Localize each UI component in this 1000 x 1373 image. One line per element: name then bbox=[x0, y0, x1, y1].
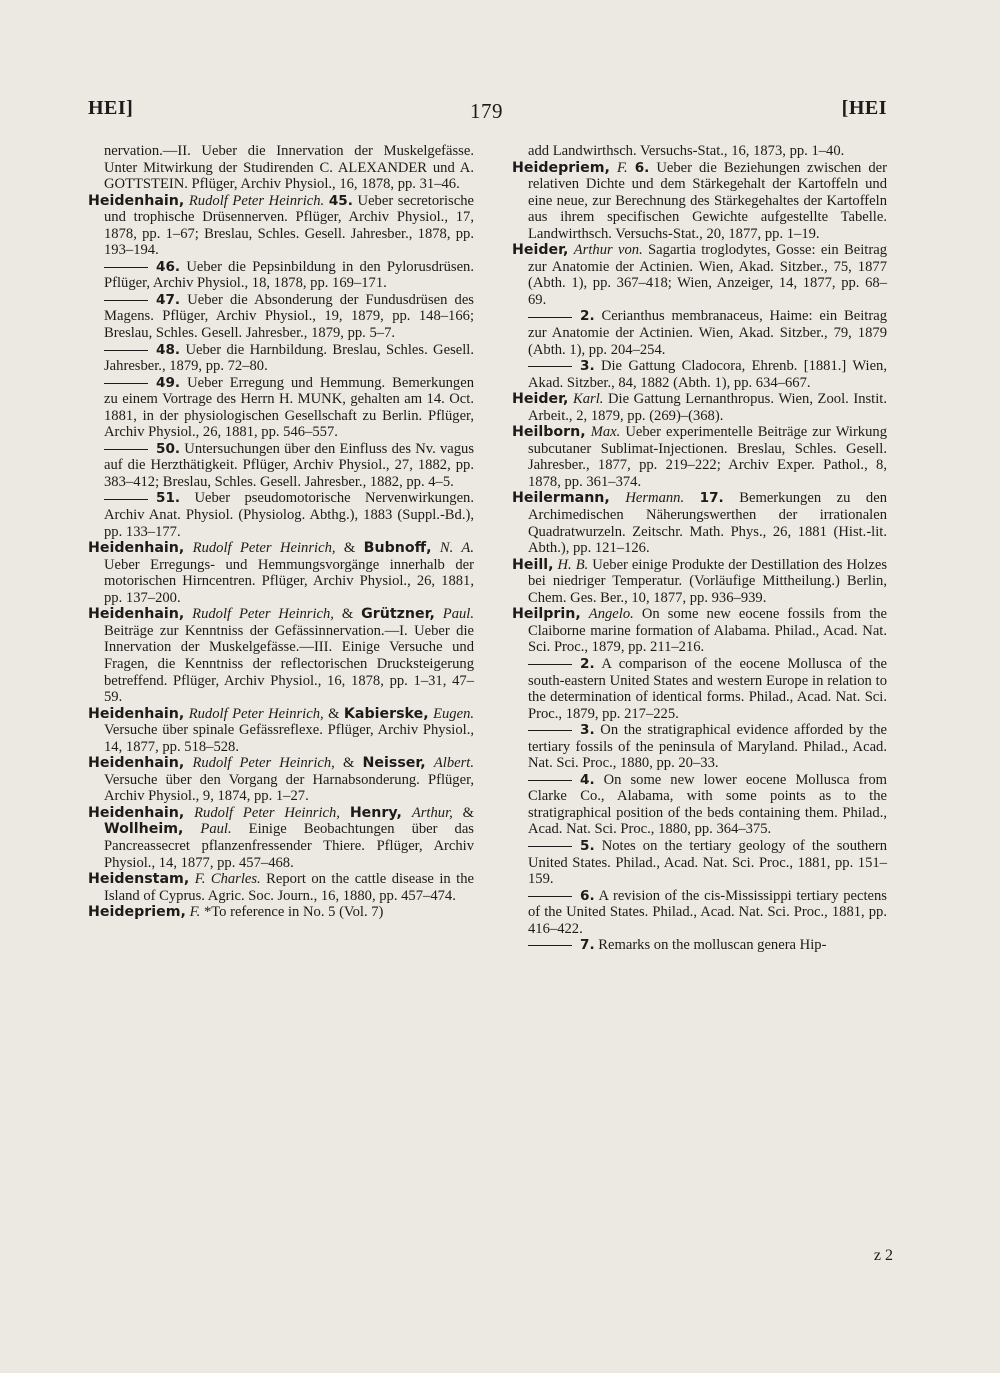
bibliography-subentry bbox=[512, 722, 887, 772]
bibliography-subentry bbox=[512, 358, 887, 391]
author-given-name: Karl. bbox=[573, 391, 604, 408]
coauthor-name: Henry, bbox=[349, 804, 402, 821]
coauthor-joiner: & bbox=[334, 755, 363, 772]
entry-text: Sagartia troglodytes, Gosse: ein Beitrag zur Anatomie der Actinien. Wien, Akad. Sitzber., 75, 1877 (Abth. 1), pp. 367–418; Wien, Anzeiger, 14, 1877, pp. 68–69. bbox=[528, 242, 887, 308]
entry-text: On some new lower eocene Mollusca from Clarke Co., Alabama, with some points as to the stratigraphical position of the beds containing them. Philad., Acad. Nat. Sci. Proc., 1880, pp. 364–375. bbox=[528, 771, 887, 838]
entry-text: A comparison of the eocene Mollusca of the south-eastern United States and western Europe in relation to the determination of identical forms. Philad., Acad. Nat. Sci. Proc., 1879, pp. 217–225. bbox=[528, 655, 887, 722]
bibliography-entry bbox=[88, 755, 474, 805]
bibliography-subentry bbox=[512, 888, 887, 938]
author-name: Heilborn, bbox=[512, 424, 586, 441]
entry-text: Ueber Erregung und Hemmung. Bemerkungen zu einem Vortrage des Herrn H. MUNK, gehalten am 14. Oct. 1881, in der physiologischen Gesellschaft zu Berlin. Pflüger, Archiv Physiol., 26, 1881, pp. 546–557. bbox=[104, 374, 474, 441]
ditto-dash bbox=[104, 300, 148, 301]
bibliography-entry bbox=[512, 490, 887, 556]
bibliography-entry bbox=[88, 540, 474, 606]
entry-text: Remarks on the molluscan genera Hip- bbox=[594, 937, 827, 954]
entry-number: 46. bbox=[156, 258, 181, 275]
continued-entry bbox=[512, 143, 887, 160]
author-name: Heidenstam, bbox=[88, 871, 190, 888]
entry-text: *To reference in No. 5 (Vol. 7) bbox=[200, 904, 384, 921]
bibliography-subentry bbox=[88, 490, 474, 540]
entry-text: Die Gattung Lernanthropus. Wien, Zool. Instit. Arbeit., 2, 1879, pp. (269)–(368). bbox=[528, 391, 887, 424]
ditto-dash bbox=[528, 317, 572, 318]
coauthor-joiner: & bbox=[333, 606, 362, 623]
entry-text: Bemerkungen zu den Archimedischen Näherungswerthen der irrationalen Quadratwurzeln. Zeitschr. Math. Phys., 26, 1881 (Hist.-lit. Abth.), pp. 121–126. bbox=[528, 490, 888, 557]
bibliography-subentry bbox=[512, 772, 887, 838]
page-number: 179 bbox=[470, 99, 503, 123]
author-given-name: Rudolf Peter Heinrich, bbox=[194, 804, 340, 821]
entry-number: 6. bbox=[580, 887, 595, 904]
coauthor-given-name: Arthur, bbox=[411, 804, 453, 821]
entry-number: 3. bbox=[580, 722, 595, 739]
bibliography-subentry bbox=[512, 937, 887, 954]
bibliography-entry bbox=[512, 606, 887, 656]
entry-number: 5. bbox=[580, 837, 595, 854]
entry-number: 3. bbox=[580, 358, 595, 375]
entry-text: Ueber einige Produkte der Destillation des Holzes bei niedriger Temperatur. (Vorläufige Mittheilung.) Berlin, Chem. Ges. Ber., 10, 1877, pp. 936–939. bbox=[528, 556, 887, 606]
ditto-dash bbox=[528, 945, 572, 946]
author-name: Heill, bbox=[512, 556, 554, 573]
right-column bbox=[512, 143, 887, 954]
entry-text: Ueber secretorische und trophische Drüsennerven. Pflüger, Archiv Physiol., 17, 1878, pp. 1–67; Breslau, Schles. Gesell. Jahresber., 1878, pp. 193–194. bbox=[104, 192, 474, 259]
entry-number: 51. bbox=[156, 490, 181, 507]
coauthor-joiner bbox=[340, 805, 350, 821]
ditto-dash bbox=[104, 350, 148, 351]
author-given-name: Rudolf Peter Heinrich, bbox=[192, 606, 334, 623]
author-name: Heidepriem, bbox=[88, 904, 186, 921]
bibliography-subentry bbox=[88, 292, 474, 342]
bibliography-entry bbox=[88, 871, 474, 904]
entry-text: Ueber die Harnbildung. Breslau, Schles. Gesell. Jahresber., 1879, pp. 72–80. bbox=[104, 341, 474, 375]
entry-text: Ueber die Beziehungen zwischen der relativen Dichte und dem Stärkegehalt der Kartoffeln und eine neue, zur Berechnung des Stärkegehaltes der Kartoffeln aus ihrem specifischen Gewichte aufgestellte Tabelle. Landwirthsch. Versuchs-Stat., 20, 1877, pp. 1–19. bbox=[528, 159, 888, 242]
author-given-name: Hermann. bbox=[625, 490, 685, 507]
author-name: Heidenhain, bbox=[88, 192, 185, 209]
entry-text: add Landwirthsch. Versuchs-Stat., 16, 1873, pp. 1–40. bbox=[528, 143, 845, 159]
entry-text: Ueber experimentelle Beiträge zur Wirkung subcutaner Sublimat-Injectionen. Breslau, Schles. Gesell. Jahresber., 1877, pp. 219–222; Archiv Exper. Pathol., 8, 1878, pp. 361–374. bbox=[528, 424, 887, 490]
bibliography-subentry bbox=[512, 308, 887, 358]
author-given-name: Angelo. bbox=[588, 606, 634, 623]
coauthor-given-name: Paul. bbox=[200, 821, 232, 838]
entry-text: Ueber die Absonderung der Fundusdrüsen des Magens. Pflüger, Archiv Physiol., 19, 1879, pp. 148–166; Breslau, Schles. Gesell. Jahresber., 1879, pp. 5–7. bbox=[104, 291, 474, 342]
entry-number: 4. bbox=[580, 771, 595, 788]
author-given-name: Rudolf Peter Heinrich. bbox=[188, 192, 325, 209]
bibliography-entry bbox=[512, 557, 887, 607]
bibliography-subentry bbox=[88, 342, 474, 375]
author-given-name: Rudolf Peter Heinrich, bbox=[188, 705, 324, 722]
entry-text: Versuche über den Vorgang der Harnabsonderung. Pflüger, Archiv Physiol., 9, 1874, pp. 1–27. bbox=[104, 771, 474, 805]
ditto-dash bbox=[528, 780, 572, 781]
bibliography-entry bbox=[512, 242, 887, 308]
continued-entry bbox=[88, 143, 474, 193]
bibliography-entry bbox=[512, 424, 887, 490]
ditto-dash bbox=[104, 449, 148, 450]
entry-number: 50. bbox=[156, 440, 181, 457]
author-name: Heider, bbox=[512, 391, 569, 408]
bibliography-entry bbox=[88, 706, 474, 756]
coauthor-name: Neisser, bbox=[362, 755, 426, 772]
entry-number: 17. bbox=[699, 490, 724, 507]
entry-number: 7. bbox=[580, 937, 595, 954]
entry-number: 2. bbox=[580, 655, 595, 672]
coauthor-name: Wollheim, bbox=[104, 821, 184, 838]
entry-text: Beiträge zur Kenntniss der Gefässinnervation.—I. Ueber die Innervation der Muskelgefässe.—III. Einige Versuche und Fragen, die Kenntniss der reflectorischen Drucksteigerung betreffend. Pflüger, Archiv Physiol., 16, 1878, pp. 1–31, 47–59. bbox=[104, 622, 474, 706]
author-given-name: Rudolf Peter Heinrich, bbox=[192, 755, 335, 772]
entry-text: Ueber pseudomotorische Nervenwirkungen. Archiv Anat. Physiol. (Physiolog. Abthg.), 1883 (Suppl.-Bd.), pp. 133–177. bbox=[104, 490, 474, 540]
author-given-name: F. bbox=[616, 159, 628, 176]
entry-number: 6. bbox=[634, 159, 650, 176]
entry-text: nervation.—II. Ueber die Innervation der Muskelgefässe. Unter Mitwirkung der Studirenden C. ALEXANDER und A. GOTTSTEIN. Pflüger, Archiv Physiol., 16, 1878, pp. 31–46. bbox=[104, 143, 474, 193]
author-name: Heider, bbox=[512, 242, 569, 259]
author-given-name: Rudolf Peter Heinrich, bbox=[192, 540, 336, 557]
entry-number: 48. bbox=[156, 341, 181, 358]
ditto-dash bbox=[528, 896, 572, 897]
ditto-dash bbox=[528, 846, 572, 847]
bibliography-entry bbox=[88, 904, 474, 921]
coauthor-joiner: & bbox=[452, 804, 475, 821]
entry-text: Untersuchungen über den Einfluss des Nv. vagus auf die Herzthätigkeit. Pflüger, Archiv Physiol., 27, 1882, pp. 383–412; Breslau, Schles. Gesell. Jahresber., 1882, pp. 4–5. bbox=[104, 440, 474, 490]
coauthor-given-name: Albert. bbox=[433, 755, 474, 772]
entry-text: Ueber Erregungs- und Hemmungsvorgänge innerhalb der motorischen Hirncentren. Pflüger, Archiv Physiol., 26, 1881, pp. 137–200. bbox=[104, 556, 474, 606]
entry-text: Cerianthus membranaceus, Haime: ein Beitrag zur Anatomie der Actinien. Wien, Akad. Sitzber., 79, 1879 (Abth. 1), pp. 204–254. bbox=[528, 308, 887, 358]
bibliography-subentry bbox=[88, 375, 474, 441]
entry-text: Ueber die Pepsinbildung in den Pylorusdrüsen. Pflüger, Archiv Physiol., 18, 1878, pp. 169–171. bbox=[104, 258, 474, 292]
ditto-dash bbox=[104, 267, 148, 268]
entry-text: Die Gattung Cladocora, Ehrenb. [1881.] Wien, Akad. Sitzber., 84, 1882 (Abth. 1), pp. 634–667. bbox=[528, 358, 887, 391]
coauthor-name: Grützner, bbox=[361, 606, 435, 623]
author-given-name: F. Charles. bbox=[194, 871, 261, 888]
author-name: Heilprin, bbox=[512, 606, 581, 623]
bibliography-entry bbox=[512, 160, 887, 243]
bibliography-subentry bbox=[512, 656, 887, 722]
left-column bbox=[88, 143, 474, 921]
coauthor-joiner: & bbox=[335, 540, 364, 557]
ditto-dash bbox=[104, 499, 148, 500]
entry-number: 47. bbox=[156, 291, 181, 308]
signature-mark: z 2 bbox=[873, 1247, 893, 1264]
ditto-dash bbox=[104, 383, 148, 384]
entry-number: 45. bbox=[328, 192, 353, 209]
author-given-name: H. B. bbox=[557, 556, 589, 573]
author-name: Heidenhain, bbox=[88, 804, 185, 821]
coauthor-given-name: Eugen. bbox=[433, 705, 475, 722]
author-name: Heidenhain, bbox=[88, 755, 185, 772]
bibliography-subentry bbox=[88, 259, 474, 292]
bibliography-entry bbox=[88, 805, 474, 871]
coauthor-name: Kabierske, bbox=[343, 705, 429, 722]
author-name: Heidepriem, bbox=[512, 159, 610, 176]
bibliography-entry bbox=[512, 391, 887, 424]
bibliography-subentry bbox=[512, 838, 887, 888]
coauthor-joiner: & bbox=[323, 705, 344, 722]
coauthor-given-name: N. A. bbox=[439, 540, 474, 557]
entry-text: On some new eocene fossils from the Claiborne marine formation of Alabama. Philad., Acad. Nat. Sci. Proc., 1879, pp. 211–216. bbox=[528, 606, 887, 656]
running-head-right: [HEI bbox=[841, 97, 887, 119]
author-given-name: F. bbox=[189, 904, 201, 921]
ditto-dash bbox=[528, 366, 572, 367]
entry-text: Report on the cattle disease in the Island of Cyprus. Agric. Soc. Journ., 16, 1880, pp. 457–474. bbox=[104, 871, 474, 904]
running-head-left: HEI] bbox=[88, 97, 134, 119]
author-name: Heilermann, bbox=[512, 490, 610, 507]
bibliography-entry bbox=[88, 606, 474, 705]
ditto-dash bbox=[528, 730, 572, 731]
bibliography-entry bbox=[88, 193, 474, 259]
entry-number: 49. bbox=[156, 374, 181, 391]
entry-text: Versuche über spinale Gefässreflexe. Pflüger, Archiv Physiol., 14, 1877, pp. 518–528. bbox=[104, 722, 474, 755]
author-name: Heidenhain, bbox=[88, 705, 185, 722]
coauthor-name: Bubnoff, bbox=[363, 540, 432, 557]
bibliography-subentry bbox=[88, 441, 474, 491]
author-name: Heidenhain, bbox=[88, 540, 185, 557]
entry-number: 2. bbox=[580, 308, 595, 325]
entry-text: Notes on the tertiary geology of the southern United States. Philad., Acad. Nat. Sci. Proc., 1881, pp. 151–159. bbox=[528, 837, 887, 888]
coauthor-given-name: Paul. bbox=[442, 606, 475, 623]
author-name: Heidenhain, bbox=[88, 606, 185, 623]
author-given-name: Max. bbox=[590, 424, 621, 441]
ditto-dash bbox=[528, 664, 572, 665]
entry-text: A revision of the cis-Mississippi tertiary pectens of the United States. Philad., Acad. Nat. Sci. Proc., 1881, pp. 416–422. bbox=[528, 887, 887, 937]
entry-text: On the stratigraphical evidence afforded by the tertiary fossils of the peninsula of Maryland. Philad., Acad. Nat. Sci. Proc., 1880, pp. 20–33. bbox=[528, 722, 887, 772]
entry-text: Einige Beobachtungen über das Pancreassecret pflanzenfressender Thiere. Pflüger, Archiv Physiol., 14, 1877, pp. 457–468. bbox=[104, 821, 474, 871]
author-given-name: Arthur von. bbox=[573, 242, 643, 259]
